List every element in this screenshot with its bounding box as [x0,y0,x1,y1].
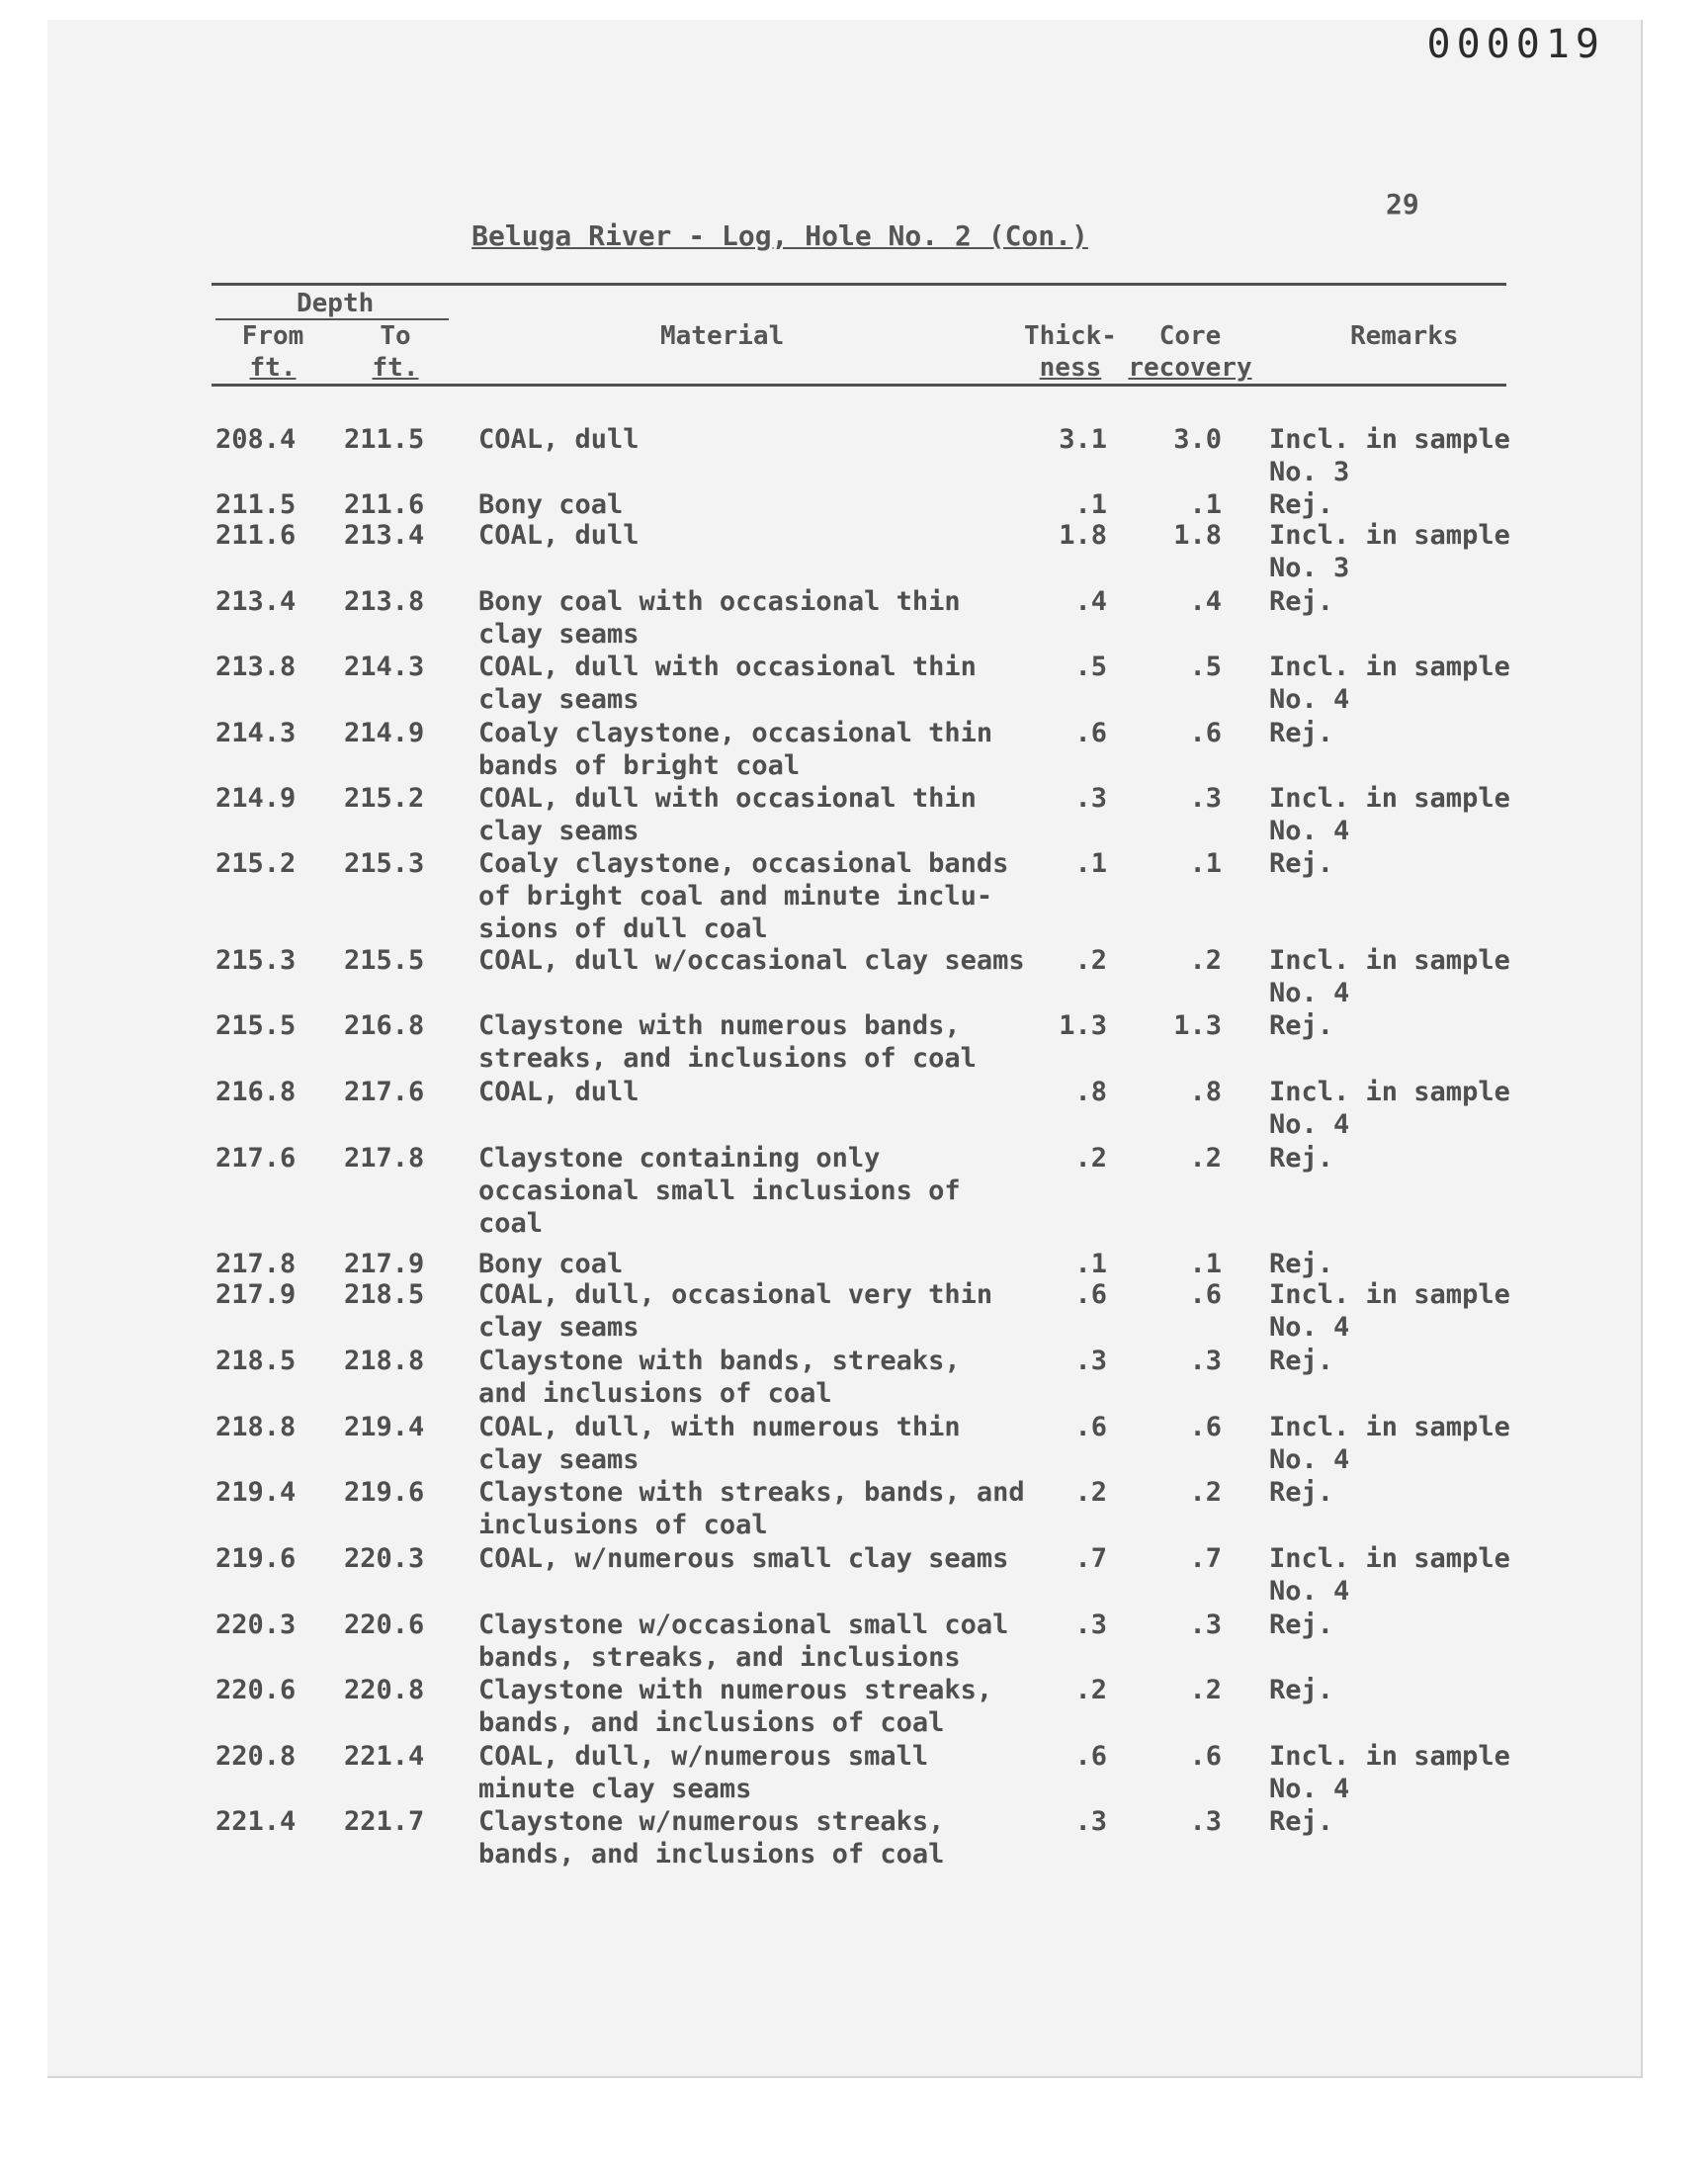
cell-core-recovery: .3 [1189,1346,1222,1376]
cell-material: Coaly claystone, occasional bands of bright coal and minute inclu- sions of dull coal [478,848,1009,944]
cell-thickness: .2 [1074,1477,1107,1508]
cell-thickness: .6 [1074,1279,1107,1310]
cell-to: 218.5 [344,1279,425,1310]
cell-from: 221.4 [215,1806,297,1837]
header-from-line1: From [241,321,304,351]
cell-remarks: Incl. in sample No. 4 [1269,945,1510,1008]
cell-remarks: Rej. [1269,489,1334,520]
cell-remarks: Incl. in sample No. 4 [1269,1412,1510,1475]
cell-from: 215.3 [215,945,297,976]
cell-thickness: .7 [1074,1543,1107,1574]
table-top-rule [212,283,1506,286]
cell-to: 215.3 [344,848,425,879]
header-thickness [1024,320,1117,384]
cell-thickness: .4 [1074,586,1107,617]
cell-remarks: Incl. in sample No. 4 [1269,1279,1510,1343]
cell-from: 220.3 [215,1610,297,1640]
cell-core-recovery: .6 [1189,1279,1222,1310]
cell-from: 220.8 [215,1741,297,1772]
cell-from: 214.9 [215,783,297,814]
header-remarks: Remarks [1350,321,1459,351]
cell-core-recovery: .6 [1189,1412,1222,1442]
cell-remarks: Rej. [1269,1477,1334,1508]
cell-remarks: Incl. in sample No. 3 [1269,424,1510,487]
cell-from: 217.8 [215,1249,297,1279]
cell-to: 213.4 [344,520,425,551]
cell-thickness: .3 [1074,1806,1107,1837]
cell-core-recovery: .1 [1189,1249,1222,1279]
cell-material: COAL, dull, w/numerous small minute clay seams [478,1741,929,1804]
cell-material: COAL, dull [478,424,640,455]
cell-from: 220.6 [215,1675,297,1705]
document-stamp-number: 000019 [1426,22,1605,67]
cell-thickness: .8 [1074,1077,1107,1107]
cell-thickness: .2 [1074,945,1107,976]
cell-to: 220.8 [344,1675,425,1705]
cell-remarks: Rej. [1269,1249,1334,1279]
cell-remarks: Rej. [1269,1610,1334,1640]
cell-thickness: .1 [1074,1249,1107,1279]
header-from [233,320,312,384]
cell-core-recovery: .3 [1189,1806,1222,1837]
cell-to: 219.6 [344,1477,425,1508]
cell-thickness: .2 [1074,1675,1107,1705]
cell-remarks: Incl. in sample No. 4 [1269,1543,1510,1607]
cell-thickness: .3 [1074,1346,1107,1376]
cell-core-recovery: 1.8 [1173,520,1222,551]
cell-from: 208.4 [215,424,297,455]
cell-core-recovery: 1.3 [1173,1010,1222,1041]
cell-material: COAL, dull [478,1077,640,1107]
header-material: Material [660,321,785,351]
cell-remarks: Rej. [1269,848,1334,879]
header-from-line2: ft. [249,353,297,383]
cell-core-recovery: .6 [1189,1741,1222,1772]
cell-to: 218.8 [344,1346,425,1376]
cell-material: Bony coal [478,1249,624,1279]
cell-core-recovery: .2 [1189,1143,1222,1174]
cell-core-recovery: 3.0 [1173,424,1222,455]
cell-to: 211.5 [344,424,425,455]
cell-to: 217.9 [344,1249,425,1279]
cell-remarks: Rej. [1269,1143,1334,1174]
cell-material: COAL, dull [478,520,640,551]
cell-remarks: Incl. in sample No. 3 [1269,520,1510,583]
cell-core-recovery: .1 [1189,489,1222,520]
cell-to: 220.3 [344,1543,425,1574]
page-title: Beluga River - Log, Hole No. 2 (Con.) [471,219,1088,252]
cell-remarks: Rej. [1269,1806,1334,1837]
cell-thickness: .2 [1074,1143,1107,1174]
cell-remarks: Incl. in sample No. 4 [1269,1077,1510,1140]
cell-thickness: .1 [1074,848,1107,879]
cell-from: 215.5 [215,1010,297,1041]
cell-from: 219.4 [215,1477,297,1508]
cell-material: COAL, dull with occasional thin clay seams [478,652,977,715]
cell-remarks: Rej. [1269,1010,1334,1041]
header-core-line2: recovery [1128,353,1252,383]
cell-material: Claystone with bands, streaks, and inclusions of coal [478,1346,961,1409]
cell-remarks: Rej. [1269,718,1334,748]
cell-thickness: .6 [1074,1741,1107,1772]
header-thickness-line1: Thick- [1024,321,1117,351]
cell-from: 211.6 [215,520,297,551]
cell-to: 215.5 [344,945,425,976]
cell-from: 217.6 [215,1143,297,1174]
cell-from: 215.2 [215,848,297,879]
header-to-line1: To [380,321,411,351]
cell-thickness: 1.8 [1059,520,1107,551]
cell-remarks: Incl. in sample No. 4 [1269,1741,1510,1804]
cell-thickness: .6 [1074,1412,1107,1442]
cell-to: 216.8 [344,1010,425,1041]
cell-core-recovery: .5 [1189,652,1222,682]
cell-material: Claystone containing only occasional small inclusions of coal [478,1143,961,1239]
cell-from: 213.8 [215,652,297,682]
cell-to: 213.8 [344,586,425,617]
cell-material: Claystone w/numerous streaks, bands, and inclusions of coal [478,1806,945,1870]
cell-core-recovery: .8 [1189,1077,1222,1107]
cell-from: 214.3 [215,718,297,748]
cell-remarks: Rej. [1269,1346,1334,1376]
header-thickness-line2: ness [1039,353,1102,383]
cell-thickness: .6 [1074,718,1107,748]
cell-core-recovery: .4 [1189,586,1222,617]
cell-thickness: .3 [1074,783,1107,814]
cell-from: 217.9 [215,1279,297,1310]
cell-thickness: 3.1 [1059,424,1107,455]
header-to [366,320,425,384]
cell-material: COAL, dull, with numerous thin clay seams [478,1412,961,1475]
cell-core-recovery: .2 [1189,945,1222,976]
cell-to: 220.6 [344,1610,425,1640]
cell-from: 216.8 [215,1077,297,1107]
cell-thickness: .1 [1074,489,1107,520]
depth-group-header: Depth [297,289,375,318]
cell-from: 218.8 [215,1412,297,1442]
cell-from: 213.4 [215,586,297,617]
header-to-line2: ft. [372,353,419,383]
cell-remarks: Incl. in sample No. 4 [1269,652,1510,715]
cell-to: 219.4 [344,1412,425,1442]
cell-to: 217.6 [344,1077,425,1107]
cell-material: Claystone with streaks, bands, and inclusions of coal [478,1477,1025,1540]
cell-material: Bony coal [478,489,624,520]
cell-core-recovery: .3 [1189,1610,1222,1640]
cell-from: 218.5 [215,1346,297,1376]
cell-material: Claystone with numerous streaks, bands, and inclusions of coal [478,1675,993,1738]
cell-to: 217.8 [344,1143,425,1174]
cell-material: COAL, dull with occasional thin clay seams [478,783,977,846]
header-core-recovery [1121,320,1259,384]
cell-thickness: .3 [1074,1610,1107,1640]
cell-remarks: Rej. [1269,1675,1334,1705]
table-header-rule [212,384,1506,387]
cell-to: 214.3 [344,652,425,682]
cell-remarks: Rej. [1269,586,1334,617]
cell-core-recovery: .2 [1189,1477,1222,1508]
cell-from: 219.6 [215,1543,297,1574]
cell-core-recovery: .1 [1189,848,1222,879]
cell-material: Bony coal with occasional thin clay seams [478,586,961,650]
cell-material: Claystone with numerous bands, streaks, and inclusions of coal [478,1010,977,1074]
cell-to: 221.7 [344,1806,425,1837]
cell-material: COAL, w/numerous small clay seams [478,1543,1009,1574]
cell-material: COAL, dull w/occasional clay seams [478,945,1025,976]
cell-to: 214.9 [344,718,425,748]
cell-core-recovery: .7 [1189,1543,1222,1574]
cell-to: 211.6 [344,489,425,520]
cell-material: Coaly claystone, occasional thin bands of bright coal [478,718,993,781]
page-number: 29 [1386,188,1419,220]
cell-from: 211.5 [215,489,297,520]
cell-to: 215.2 [344,783,425,814]
cell-core-recovery: .2 [1189,1675,1222,1705]
cell-core-recovery: .6 [1189,718,1222,748]
cell-material: COAL, dull, occasional very thin clay seams [478,1279,993,1343]
cell-material: Claystone w/occasional small coal bands, streaks, and inclusions [478,1610,1009,1673]
cell-thickness: .5 [1074,652,1107,682]
cell-remarks: Incl. in sample No. 4 [1269,783,1510,846]
cell-thickness: 1.3 [1059,1010,1107,1041]
header-core-line1: Core [1158,321,1222,351]
cell-to: 221.4 [344,1741,425,1772]
cell-core-recovery: .3 [1189,783,1222,814]
